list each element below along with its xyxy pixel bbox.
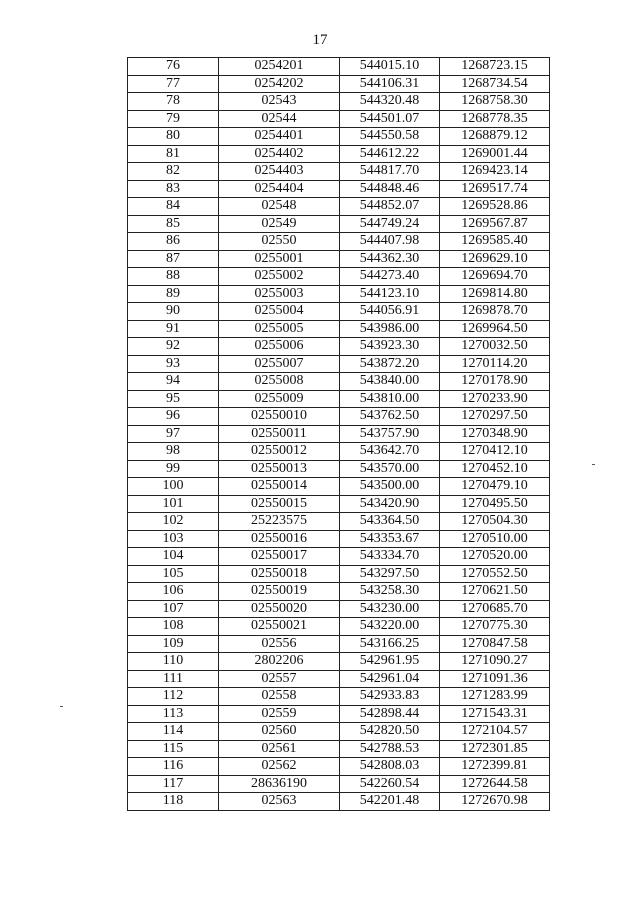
point-id-cell: 0254202 [219, 75, 340, 93]
y-coordinate-cell: 1270114.20 [440, 355, 550, 373]
y-coordinate-cell: 1270775.30 [440, 618, 550, 636]
table-row [128, 530, 550, 548]
y-coordinate-cell: 1269878.70 [440, 303, 550, 321]
x-coordinate-cell: 544407.98 [340, 233, 440, 251]
point-id-cell: 28636190 [219, 775, 340, 793]
table-row [128, 425, 550, 443]
table-row [128, 163, 550, 181]
table-row [128, 250, 550, 268]
scan-speck [60, 706, 63, 707]
y-coordinate-cell: 1270233.90 [440, 390, 550, 408]
point-id-cell: 02550 [219, 233, 340, 251]
x-coordinate-cell: 543420.90 [340, 495, 440, 513]
point-id-cell: 02550018 [219, 565, 340, 583]
point-id-cell: 0255007 [219, 355, 340, 373]
point-id-cell: 02550020 [219, 600, 340, 618]
x-coordinate-cell: 544817.70 [340, 163, 440, 181]
y-coordinate-cell: 1270178.90 [440, 373, 550, 391]
table-row [128, 373, 550, 391]
point-id-cell: 25223575 [219, 513, 340, 531]
x-coordinate-cell: 544056.91 [340, 303, 440, 321]
table-row [128, 775, 550, 793]
point-id-cell: 0254201 [219, 58, 340, 76]
row-number-cell: 113 [128, 705, 219, 723]
point-id-cell: 0254404 [219, 180, 340, 198]
row-number-cell: 102 [128, 513, 219, 531]
table-row [128, 75, 550, 93]
table-row [128, 198, 550, 216]
y-coordinate-cell: 1270510.00 [440, 530, 550, 548]
x-coordinate-cell: 543923.30 [340, 338, 440, 356]
y-coordinate-cell: 1270032.50 [440, 338, 550, 356]
table-row [128, 740, 550, 758]
row-number-cell: 107 [128, 600, 219, 618]
x-coordinate-cell: 544015.10 [340, 58, 440, 76]
table-row [128, 285, 550, 303]
row-number-cell: 85 [128, 215, 219, 233]
table-row [128, 233, 550, 251]
table-row [128, 688, 550, 706]
table-row [128, 408, 550, 426]
y-coordinate-cell: 1271091.36 [440, 670, 550, 688]
point-id-cell: 02550011 [219, 425, 340, 443]
row-number-cell: 92 [128, 338, 219, 356]
y-coordinate-cell: 1269001.44 [440, 145, 550, 163]
y-coordinate-cell: 1268734.54 [440, 75, 550, 93]
y-coordinate-cell: 1269629.10 [440, 250, 550, 268]
row-number-cell: 109 [128, 635, 219, 653]
table-row [128, 618, 550, 636]
table-row [128, 93, 550, 111]
table-row [128, 320, 550, 338]
table-row [128, 723, 550, 741]
row-number-cell: 87 [128, 250, 219, 268]
y-coordinate-cell: 1270621.50 [440, 583, 550, 601]
y-coordinate-cell: 1270685.70 [440, 600, 550, 618]
x-coordinate-cell: 544501.07 [340, 110, 440, 128]
row-number-cell: 118 [128, 793, 219, 811]
y-coordinate-cell: 1270452.10 [440, 460, 550, 478]
x-coordinate-cell: 544106.31 [340, 75, 440, 93]
table-row [128, 443, 550, 461]
point-id-cell: 02559 [219, 705, 340, 723]
row-number-cell: 105 [128, 565, 219, 583]
point-id-cell: 0255003 [219, 285, 340, 303]
row-number-cell: 115 [128, 740, 219, 758]
y-coordinate-cell: 1270348.90 [440, 425, 550, 443]
x-coordinate-cell: 542933.83 [340, 688, 440, 706]
y-coordinate-cell: 1269964.50 [440, 320, 550, 338]
y-coordinate-cell: 1272644.58 [440, 775, 550, 793]
point-id-cell: 02561 [219, 740, 340, 758]
point-id-cell: 02550019 [219, 583, 340, 601]
point-id-cell: 02550012 [219, 443, 340, 461]
point-id-cell: 02543 [219, 93, 340, 111]
x-coordinate-cell: 542260.54 [340, 775, 440, 793]
point-id-cell: 02558 [219, 688, 340, 706]
table-row [128, 145, 550, 163]
y-coordinate-cell: 1272399.81 [440, 758, 550, 776]
x-coordinate-cell: 542788.53 [340, 740, 440, 758]
x-coordinate-cell: 544123.10 [340, 285, 440, 303]
y-coordinate-cell: 1271543.31 [440, 705, 550, 723]
point-id-cell: 2802206 [219, 653, 340, 671]
row-number-cell: 104 [128, 548, 219, 566]
y-coordinate-cell: 1272104.57 [440, 723, 550, 741]
point-id-cell: 02563 [219, 793, 340, 811]
point-id-cell: 0254403 [219, 163, 340, 181]
y-coordinate-cell: 1269814.80 [440, 285, 550, 303]
x-coordinate-cell: 544550.58 [340, 128, 440, 146]
row-number-cell: 80 [128, 128, 219, 146]
y-coordinate-cell: 1270479.10 [440, 478, 550, 496]
point-id-cell: 0255002 [219, 268, 340, 286]
table-row [128, 268, 550, 286]
table-row [128, 58, 550, 76]
point-id-cell: 02550013 [219, 460, 340, 478]
point-id-cell: 0255005 [219, 320, 340, 338]
y-coordinate-cell: 1269517.74 [440, 180, 550, 198]
row-number-cell: 89 [128, 285, 219, 303]
x-coordinate-cell: 543334.70 [340, 548, 440, 566]
point-id-cell: 0255006 [219, 338, 340, 356]
x-coordinate-cell: 543642.70 [340, 443, 440, 461]
table-row [128, 635, 550, 653]
table-row [128, 355, 550, 373]
point-id-cell: 02550017 [219, 548, 340, 566]
point-id-cell: 02560 [219, 723, 340, 741]
x-coordinate-cell: 544852.07 [340, 198, 440, 216]
point-id-cell: 0255009 [219, 390, 340, 408]
row-number-cell: 103 [128, 530, 219, 548]
y-coordinate-cell: 1270847.58 [440, 635, 550, 653]
row-number-cell: 76 [128, 58, 219, 76]
scan-speck [592, 464, 595, 465]
point-id-cell: 02557 [219, 670, 340, 688]
x-coordinate-cell: 542201.48 [340, 793, 440, 811]
table-row [128, 548, 550, 566]
row-number-cell: 94 [128, 373, 219, 391]
x-coordinate-cell: 544848.46 [340, 180, 440, 198]
x-coordinate-cell: 543762.50 [340, 408, 440, 426]
x-coordinate-cell: 543166.25 [340, 635, 440, 653]
row-number-cell: 110 [128, 653, 219, 671]
x-coordinate-cell: 543220.00 [340, 618, 440, 636]
row-number-cell: 84 [128, 198, 219, 216]
row-number-cell: 81 [128, 145, 219, 163]
table-row [128, 338, 550, 356]
x-coordinate-cell: 543258.30 [340, 583, 440, 601]
x-coordinate-cell: 543353.67 [340, 530, 440, 548]
table-row [128, 758, 550, 776]
x-coordinate-cell: 544273.40 [340, 268, 440, 286]
row-number-cell: 83 [128, 180, 219, 198]
table-row [128, 793, 550, 811]
point-id-cell: 02548 [219, 198, 340, 216]
x-coordinate-cell: 544749.24 [340, 215, 440, 233]
point-id-cell: 02550016 [219, 530, 340, 548]
x-coordinate-cell: 543810.00 [340, 390, 440, 408]
y-coordinate-cell: 1271283.99 [440, 688, 550, 706]
x-coordinate-cell: 543500.00 [340, 478, 440, 496]
point-id-cell: 02550014 [219, 478, 340, 496]
point-id-cell: 02549 [219, 215, 340, 233]
point-id-cell: 02562 [219, 758, 340, 776]
x-coordinate-cell: 542820.50 [340, 723, 440, 741]
table-row [128, 303, 550, 321]
y-coordinate-cell: 1268778.35 [440, 110, 550, 128]
y-coordinate-cell: 1270297.50 [440, 408, 550, 426]
table-row [128, 705, 550, 723]
table-row [128, 215, 550, 233]
y-coordinate-cell: 1270520.00 [440, 548, 550, 566]
y-coordinate-cell: 1270412.10 [440, 443, 550, 461]
point-id-cell: 0254402 [219, 145, 340, 163]
point-id-cell: 0255008 [219, 373, 340, 391]
y-coordinate-cell: 1270504.30 [440, 513, 550, 531]
table-row [128, 495, 550, 513]
x-coordinate-cell: 543986.00 [340, 320, 440, 338]
row-number-cell: 86 [128, 233, 219, 251]
y-coordinate-cell: 1272670.98 [440, 793, 550, 811]
x-coordinate-cell: 542898.44 [340, 705, 440, 723]
row-number-cell: 79 [128, 110, 219, 128]
x-coordinate-cell: 543297.50 [340, 565, 440, 583]
table-row [128, 670, 550, 688]
point-id-cell: 02556 [219, 635, 340, 653]
row-number-cell: 117 [128, 775, 219, 793]
x-coordinate-cell: 543570.00 [340, 460, 440, 478]
row-number-cell: 91 [128, 320, 219, 338]
row-number-cell: 101 [128, 495, 219, 513]
row-number-cell: 116 [128, 758, 219, 776]
x-coordinate-cell: 544320.48 [340, 93, 440, 111]
row-number-cell: 99 [128, 460, 219, 478]
point-id-cell: 02544 [219, 110, 340, 128]
x-coordinate-cell: 544362.30 [340, 250, 440, 268]
row-number-cell: 98 [128, 443, 219, 461]
y-coordinate-cell: 1270552.50 [440, 565, 550, 583]
table-row [128, 460, 550, 478]
y-coordinate-cell: 1269694.70 [440, 268, 550, 286]
row-number-cell: 93 [128, 355, 219, 373]
row-number-cell: 97 [128, 425, 219, 443]
x-coordinate-cell: 542961.95 [340, 653, 440, 671]
point-id-cell: 02550010 [219, 408, 340, 426]
table-row [128, 565, 550, 583]
y-coordinate-cell: 1269528.86 [440, 198, 550, 216]
table-row [128, 180, 550, 198]
y-coordinate-cell: 1270495.50 [440, 495, 550, 513]
table-row [128, 653, 550, 671]
row-number-cell: 108 [128, 618, 219, 636]
y-coordinate-cell: 1268758.30 [440, 93, 550, 111]
row-number-cell: 106 [128, 583, 219, 601]
page-number: 17 [312, 32, 328, 48]
x-coordinate-cell: 543872.20 [340, 355, 440, 373]
table-row [128, 583, 550, 601]
row-number-cell: 95 [128, 390, 219, 408]
table-row [128, 390, 550, 408]
point-id-cell: 02550015 [219, 495, 340, 513]
row-number-cell: 100 [128, 478, 219, 496]
table-row [128, 600, 550, 618]
x-coordinate-cell: 542961.04 [340, 670, 440, 688]
row-number-cell: 78 [128, 93, 219, 111]
x-coordinate-cell: 544612.22 [340, 145, 440, 163]
row-number-cell: 90 [128, 303, 219, 321]
table-row [128, 110, 550, 128]
y-coordinate-cell: 1269423.14 [440, 163, 550, 181]
table-row [128, 128, 550, 146]
x-coordinate-cell: 543230.00 [340, 600, 440, 618]
table-row [128, 478, 550, 496]
y-coordinate-cell: 1269585.40 [440, 233, 550, 251]
y-coordinate-cell: 1272301.85 [440, 740, 550, 758]
y-coordinate-cell: 1269567.87 [440, 215, 550, 233]
row-number-cell: 111 [128, 670, 219, 688]
row-number-cell: 114 [128, 723, 219, 741]
point-id-cell: 0254401 [219, 128, 340, 146]
y-coordinate-cell: 1268879.12 [440, 128, 550, 146]
coordinates-table [127, 57, 550, 811]
point-id-cell: 0255001 [219, 250, 340, 268]
row-number-cell: 88 [128, 268, 219, 286]
row-number-cell: 77 [128, 75, 219, 93]
x-coordinate-cell: 543757.90 [340, 425, 440, 443]
x-coordinate-cell: 543364.50 [340, 513, 440, 531]
row-number-cell: 112 [128, 688, 219, 706]
y-coordinate-cell: 1271090.27 [440, 653, 550, 671]
table-row [128, 513, 550, 531]
row-number-cell: 82 [128, 163, 219, 181]
x-coordinate-cell: 543840.00 [340, 373, 440, 391]
point-id-cell: 0255004 [219, 303, 340, 321]
point-id-cell: 02550021 [219, 618, 340, 636]
x-coordinate-cell: 542808.03 [340, 758, 440, 776]
row-number-cell: 96 [128, 408, 219, 426]
y-coordinate-cell: 1268723.15 [440, 58, 550, 76]
